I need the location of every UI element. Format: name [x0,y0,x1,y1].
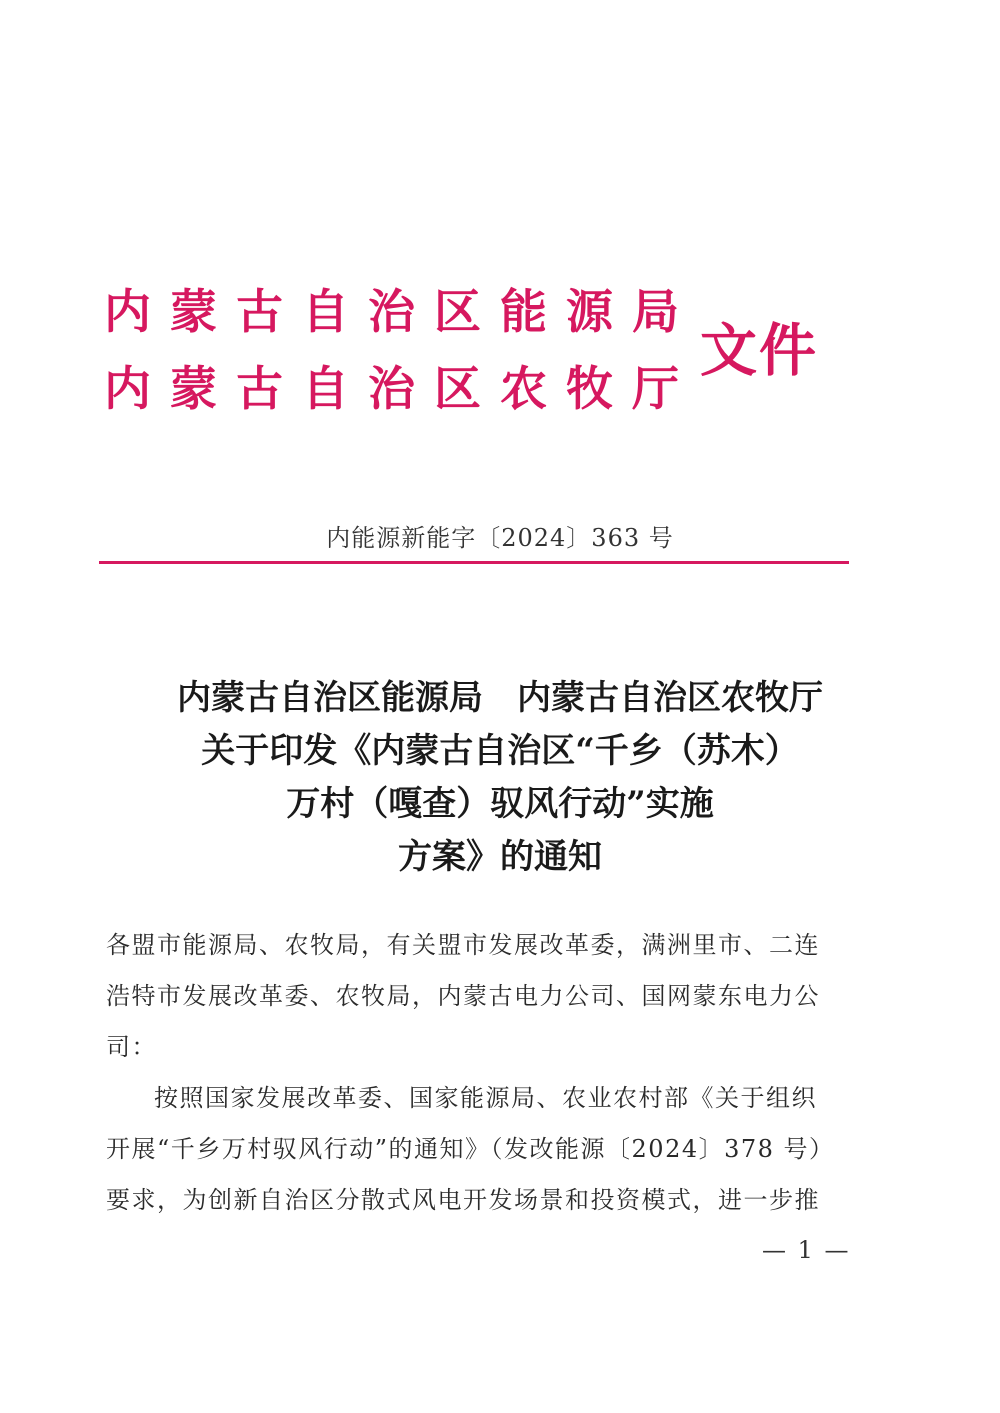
addressee-line: 各盟市能源局、农牧局，有关盟市发展改革委，满洲里市、二连 [106,931,820,959]
addressee-line: 浩特市发展改革委、农牧局，内蒙古电力公司、国网蒙东电力公 [106,982,820,1010]
document-title [80,672,920,884]
page-number: — 1 — [762,1236,851,1264]
title-line: 关于印发《内蒙古自治区“千乡（苏木） [201,731,799,771]
body-paragraph-line: 要求，为创新自治区分散式风电开发场景和投资模式，进一步推 [106,1186,820,1214]
addressee-line: 司： [106,1033,157,1061]
issuer-name-agriculture-department: 内蒙古自治区农牧厅 [104,362,698,417]
issuer-name-energy-bureau: 内蒙古自治区能源局 [104,285,698,340]
title-line: 方案》的通知 [398,837,602,877]
body-paragraph-line: 开展“千乡万村驭风行动”的通知》（发改能源〔2024〕378 号） [106,1135,835,1163]
title-line: 内蒙古自治区能源局 内蒙古自治区农牧厅 [177,678,823,718]
body-paragraph-line: 按照国家发展改革委、国家能源局、农业农村部《关于组织 [154,1084,817,1112]
red-divider-line [99,561,849,564]
title-line: 万村（嘎查）驭风行动”实施 [286,784,714,824]
document-body [106,920,856,1226]
document-number: 内能源新能字〔2024〕363 号 [326,524,674,552]
document-header-suffix: 文件 [700,318,818,384]
